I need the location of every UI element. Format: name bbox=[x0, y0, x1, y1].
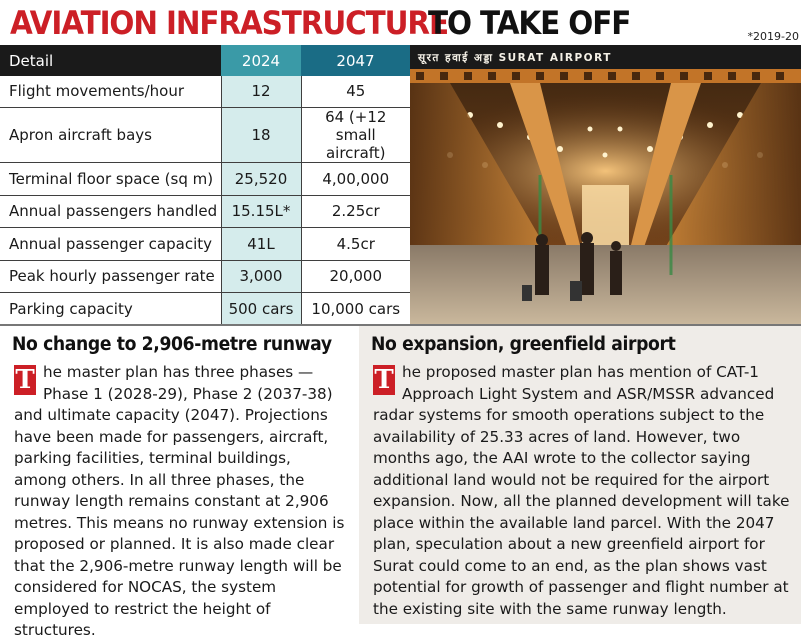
right-article-body bbox=[373, 362, 791, 620]
left-article-title: No change to 2,906-metre runway bbox=[12, 334, 332, 355]
row-value-2024: 12 bbox=[221, 76, 301, 107]
row-value-2047: 4,00,000 bbox=[301, 162, 410, 195]
row-value-2024: 41L bbox=[221, 227, 301, 260]
row-value-2047: 2.25cr bbox=[301, 195, 410, 227]
headline-black: TO TAKE OFF bbox=[428, 4, 631, 42]
row-label: Terminal floor space (sq m) bbox=[0, 162, 221, 195]
left-article-body bbox=[14, 362, 346, 642]
row-value-2047: 4.5cr bbox=[301, 227, 410, 260]
headline bbox=[10, 4, 631, 44]
header-2024: 2024 bbox=[221, 45, 301, 76]
row-label: Peak hourly passenger rate bbox=[0, 260, 221, 292]
left-article bbox=[0, 326, 355, 639]
header-detail: Detail bbox=[0, 45, 221, 76]
right-dropcap: T bbox=[374, 365, 394, 395]
right-article-text: he proposed master plan has mention of CAT-1 Approach Light System and ASR/MSSR advanced radar systems for smooth operations subject to the availability of 25.33 acres of land. However, two months ago, the AAI wrote to the collector saying additional land would not be required for the airport expansion. Now, all the planned development will take place within the available land parcel. With the 2047 plan, speculation about a new greenfield airport for Surat could come to an end, as the plan shows vast potential for growth of passenger and flight number at the existing site with the same runway length. bbox=[373, 363, 790, 618]
row-value-2047: 64 (+12 small aircraft) bbox=[301, 107, 410, 162]
row-value-2047: 10,000 cars bbox=[311, 299, 401, 318]
row-label: Flight movements/hour bbox=[0, 76, 221, 107]
table-row bbox=[0, 260, 410, 292]
row-label: Parking capacity bbox=[0, 292, 221, 325]
row-label: Apron aircraft bays bbox=[0, 107, 221, 162]
row-value-2024: 25,520 bbox=[221, 162, 301, 195]
airport-terminal-photo bbox=[410, 45, 801, 324]
airport-sign: सूरत हवाई अड्डा SURAT AIRPORT bbox=[418, 52, 612, 64]
table-header-row bbox=[0, 45, 410, 76]
row-value-2024: 3,000 bbox=[221, 260, 301, 292]
table-row bbox=[0, 162, 410, 195]
row-value-2047: 45 bbox=[301, 76, 410, 107]
table-row bbox=[0, 195, 410, 227]
right-article-title: No expansion, greenfield airport bbox=[371, 334, 676, 355]
headline-red: AVIATION INFRASTRUCTURE bbox=[10, 4, 448, 42]
right-article bbox=[359, 326, 801, 624]
comparison-table bbox=[0, 45, 410, 325]
table-row bbox=[0, 227, 410, 260]
table-row bbox=[0, 76, 410, 107]
row-value-2047: 20,000 bbox=[301, 260, 410, 292]
left-dropcap: T bbox=[15, 365, 35, 395]
row-label: Annual passenger capacity bbox=[0, 227, 221, 260]
left-article-text: he master plan has three phases — Phase 1 (2028-29), Phase 2 (2037-38) and ultimate capacity (2047). Projections have been made for passengers, aircraft, parking facilities, terminal buildings, among others. In all three phases, the runway length remains constant at 2,906 metres. This means no runway extension is proposed or planned. It is also made clear that the 2,906-metre runway length will be considered for NOCAS, the system employed to restrict the height of structures. bbox=[14, 363, 345, 639]
header-2047: 2047 bbox=[301, 45, 410, 76]
footnote: *2019-20 bbox=[747, 30, 799, 43]
table-row bbox=[0, 292, 410, 325]
row-label: Annual passengers handled bbox=[0, 195, 221, 227]
row-value-2024: 15.15L* bbox=[221, 195, 301, 227]
row-value-2024: 500 cars bbox=[221, 292, 301, 325]
row-value-2024: 18 bbox=[221, 107, 301, 162]
table-row bbox=[0, 107, 410, 162]
terminal-illustration bbox=[410, 45, 801, 324]
